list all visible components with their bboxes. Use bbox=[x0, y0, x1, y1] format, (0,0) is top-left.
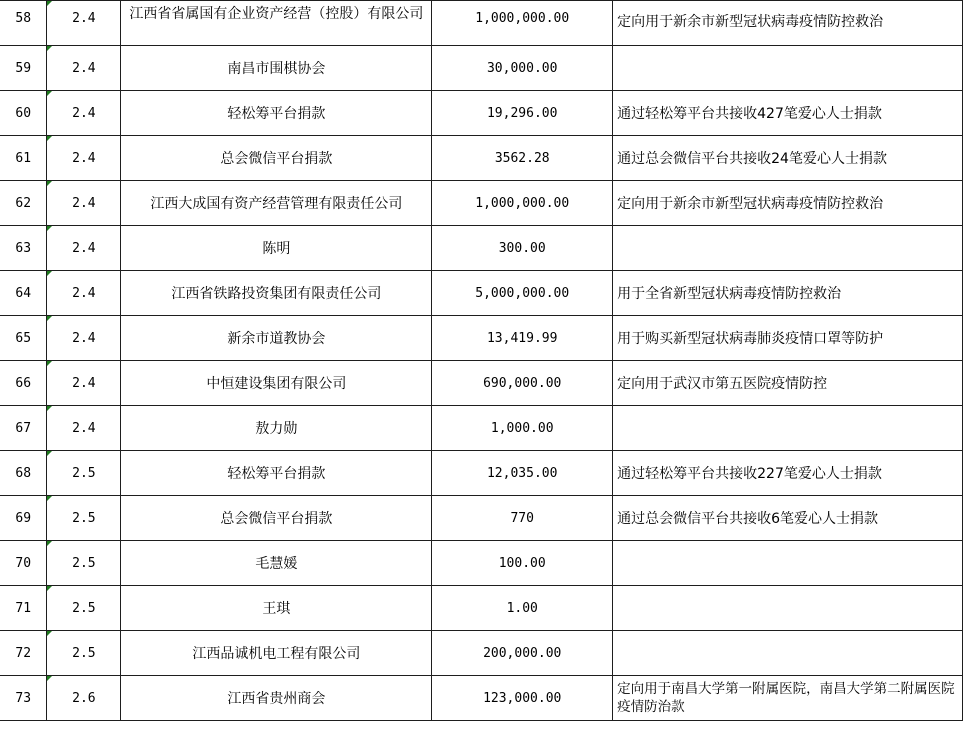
cell-number[interactable]: 68 bbox=[0, 451, 47, 496]
cell-flag-icon bbox=[47, 226, 52, 231]
cell-donor-name[interactable]: 轻松筹平台捐款 bbox=[121, 451, 432, 496]
cell-number[interactable]: 63 bbox=[0, 226, 47, 271]
cell-flag-icon bbox=[47, 271, 52, 276]
cell-note[interactable]: 用于全省新型冠状病毒疫情防控救治 bbox=[613, 271, 963, 316]
cell-note[interactable]: 定向用于南昌大学第一附属医院，南昌大学第二附属医院疫情防治款 bbox=[613, 676, 963, 721]
cell-amount[interactable]: 1,000,000.00 bbox=[432, 1, 613, 46]
cell-note[interactable]: 定向用于新余市新型冠状病毒疫情防控救治 bbox=[613, 181, 963, 226]
cell-amount[interactable]: 1,000,000.00 bbox=[432, 181, 613, 226]
cell-number[interactable]: 71 bbox=[0, 586, 47, 631]
cell-flag-icon bbox=[47, 316, 52, 321]
cell-date[interactable]: 2.4 bbox=[47, 91, 121, 136]
cell-note[interactable] bbox=[613, 46, 963, 91]
cell-donor-name[interactable]: 敖力勋 bbox=[121, 406, 432, 451]
cell-flag-icon bbox=[47, 136, 52, 141]
cell-date[interactable]: 2.4 bbox=[47, 46, 121, 91]
cell-donor-name[interactable]: 中恒建设集团有限公司 bbox=[121, 361, 432, 406]
cell-amount[interactable]: 690,000.00 bbox=[432, 361, 613, 406]
cell-donor-name[interactable]: 江西品诚机电工程有限公司 bbox=[121, 631, 432, 676]
table-row bbox=[0, 676, 963, 721]
table-row bbox=[0, 451, 963, 496]
cell-number[interactable]: 64 bbox=[0, 271, 47, 316]
table-row bbox=[0, 316, 963, 361]
cell-amount[interactable]: 3562.28 bbox=[432, 136, 613, 181]
cell-date[interactable]: 2.5 bbox=[47, 451, 121, 496]
cell-number[interactable]: 60 bbox=[0, 91, 47, 136]
cell-flag-icon bbox=[47, 46, 52, 51]
cell-amount[interactable]: 200,000.00 bbox=[432, 631, 613, 676]
cell-donor-name[interactable]: 总会微信平台捐款 bbox=[121, 136, 432, 181]
cell-date[interactable]: 2.5 bbox=[47, 631, 121, 676]
cell-note[interactable] bbox=[613, 541, 963, 586]
cell-date[interactable]: 2.6 bbox=[47, 676, 121, 721]
cell-note[interactable] bbox=[613, 226, 963, 271]
table-row bbox=[0, 586, 963, 631]
cell-date[interactable]: 2.4 bbox=[47, 406, 121, 451]
cell-date[interactable]: 2.4 bbox=[47, 136, 121, 181]
cell-donor-name[interactable]: 江西大成国有资产经营管理有限责任公司 bbox=[121, 181, 432, 226]
cell-donor-name[interactable]: 陈明 bbox=[121, 226, 432, 271]
cell-number[interactable]: 69 bbox=[0, 496, 47, 541]
cell-amount[interactable]: 5,000,000.00 bbox=[432, 271, 613, 316]
cell-amount[interactable]: 19,296.00 bbox=[432, 91, 613, 136]
cell-flag-icon bbox=[47, 451, 52, 456]
cell-donor-name[interactable]: 江西省贵州商会 bbox=[121, 676, 432, 721]
table-row bbox=[0, 46, 963, 91]
cell-number[interactable]: 67 bbox=[0, 406, 47, 451]
cell-date[interactable]: 2.4 bbox=[47, 316, 121, 361]
cell-number[interactable]: 72 bbox=[0, 631, 47, 676]
cell-flag-icon bbox=[47, 91, 52, 96]
cell-amount[interactable]: 300.00 bbox=[432, 226, 613, 271]
cell-donor-name[interactable]: 王琪 bbox=[121, 586, 432, 631]
cell-flag-icon bbox=[47, 406, 52, 411]
table-row bbox=[0, 226, 963, 271]
table-row bbox=[0, 91, 963, 136]
cell-note[interactable]: 定向用于武汉市第五医院疫情防控 bbox=[613, 361, 963, 406]
cell-note[interactable] bbox=[613, 586, 963, 631]
cell-donor-name[interactable]: 江西省省属国有企业资产经营（控股）有限公司 bbox=[121, 1, 432, 46]
cell-amount[interactable]: 1,000.00 bbox=[432, 406, 613, 451]
table-row bbox=[0, 541, 963, 586]
table-row bbox=[0, 136, 963, 181]
cell-number[interactable]: 66 bbox=[0, 361, 47, 406]
cell-flag-icon bbox=[47, 541, 52, 546]
cell-note[interactable]: 通过轻松筹平台共接收227笔爱心人士捐款 bbox=[613, 451, 963, 496]
cell-donor-name[interactable]: 轻松筹平台捐款 bbox=[121, 91, 432, 136]
table-row bbox=[0, 496, 963, 541]
cell-note[interactable]: 通过轻松筹平台共接收427笔爱心人士捐款 bbox=[613, 91, 963, 136]
table-row bbox=[0, 361, 963, 406]
cell-note[interactable] bbox=[613, 406, 963, 451]
cell-number[interactable]: 65 bbox=[0, 316, 47, 361]
cell-note[interactable]: 用于购买新型冠状病毒肺炎疫情口罩等防护 bbox=[613, 316, 963, 361]
cell-note[interactable] bbox=[613, 631, 963, 676]
cell-donor-name[interactable]: 总会微信平台捐款 bbox=[121, 496, 432, 541]
cell-flag-icon bbox=[47, 586, 52, 591]
cell-number[interactable]: 70 bbox=[0, 541, 47, 586]
cell-number[interactable]: 59 bbox=[0, 46, 47, 91]
cell-amount[interactable]: 12,035.00 bbox=[432, 451, 613, 496]
table-row bbox=[0, 181, 963, 226]
table-row bbox=[0, 271, 963, 316]
cell-amount[interactable]: 1.00 bbox=[432, 586, 613, 631]
table-row bbox=[0, 631, 963, 676]
cell-number[interactable]: 73 bbox=[0, 676, 47, 721]
cell-amount[interactable]: 770 bbox=[432, 496, 613, 541]
cell-donor-name[interactable]: 南昌市围棋协会 bbox=[121, 46, 432, 91]
cell-date[interactable]: 2.5 bbox=[47, 586, 121, 631]
cell-flag-icon bbox=[47, 631, 52, 636]
cell-donor-name[interactable]: 毛慧媛 bbox=[121, 541, 432, 586]
table-row bbox=[0, 406, 963, 451]
table-row bbox=[0, 1, 963, 46]
cell-note[interactable]: 通过总会微信平台共接收24笔爱心人士捐款 bbox=[613, 136, 963, 181]
cell-donor-name[interactable]: 江西省铁路投资集团有限责任公司 bbox=[121, 271, 432, 316]
cell-flag-icon bbox=[47, 676, 52, 681]
cell-number[interactable]: 62 bbox=[0, 181, 47, 226]
cell-date[interactable]: 2.4 bbox=[47, 181, 121, 226]
cell-amount[interactable]: 123,000.00 bbox=[432, 676, 613, 721]
cell-number[interactable]: 61 bbox=[0, 136, 47, 181]
cell-flag-icon bbox=[47, 181, 52, 186]
cell-donor-name[interactable]: 新余市道教协会 bbox=[121, 316, 432, 361]
cell-note[interactable]: 定向用于新余市新型冠状病毒疫情防控救治 bbox=[613, 1, 963, 46]
cell-date[interactable]: 2.4 bbox=[47, 1, 121, 46]
cell-amount[interactable]: 100.00 bbox=[432, 541, 613, 586]
cell-date[interactable]: 2.4 bbox=[47, 361, 121, 406]
cell-number[interactable]: 58 bbox=[0, 1, 47, 46]
cell-date[interactable]: 2.5 bbox=[47, 541, 121, 586]
cell-date[interactable]: 2.4 bbox=[47, 271, 121, 316]
cell-date[interactable]: 2.4 bbox=[47, 226, 121, 271]
cell-amount[interactable]: 30,000.00 bbox=[432, 46, 613, 91]
cell-flag-icon bbox=[47, 361, 52, 366]
cell-amount[interactable]: 13,419.99 bbox=[432, 316, 613, 361]
cell-note[interactable]: 通过总会微信平台共接收6笔爱心人士捐款 bbox=[613, 496, 963, 541]
cell-flag-icon bbox=[47, 496, 52, 501]
cell-date[interactable]: 2.5 bbox=[47, 496, 121, 541]
cell-flag-icon bbox=[47, 1, 52, 6]
